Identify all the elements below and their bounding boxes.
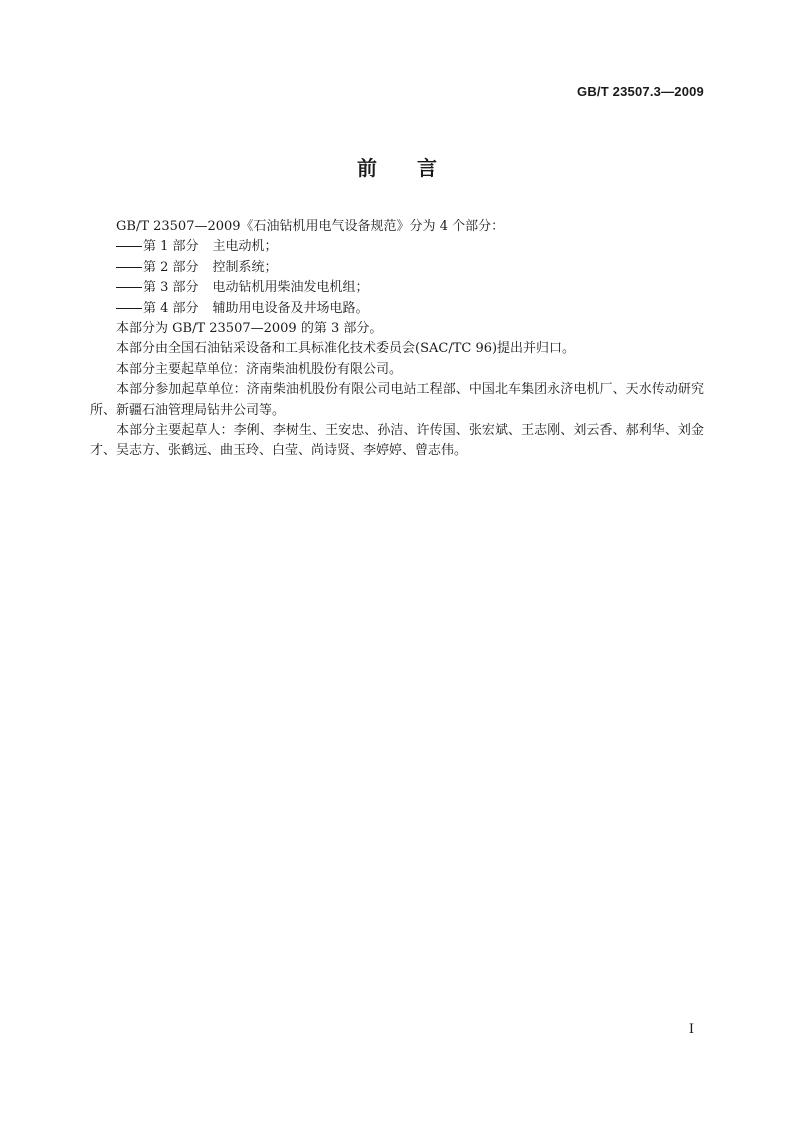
page-title: 前言: [357, 156, 477, 180]
em-dash-icon: [116, 308, 142, 309]
part-number: 第 2 部分: [143, 259, 199, 275]
foreword-body: [90, 217, 704, 462]
part-name: 电动钻机用柴油发电机组；: [212, 280, 369, 296]
intro-paragraph: GB/T 23507—2009《石油钻机用电气设备规范》分为 4 个部分：: [116, 219, 505, 234]
list-item: [90, 278, 704, 298]
em-dash-icon: [116, 267, 142, 268]
part-statement-paragraph: 本部分为 GB/T 23507—2009 的第 3 部分。: [116, 321, 383, 337]
standard-code: GB/T 23507.3—2009: [577, 84, 704, 99]
part-number: 第 4 部分: [143, 300, 199, 316]
list-item: [90, 299, 704, 319]
part-name: 辅助用电设备及井场电路。: [212, 300, 369, 316]
main-drafter-unit-paragraph: 本部分主要起草单位：济南柴油机股份有限公司。: [116, 361, 403, 377]
drafters-paragraph: 本部分主要起草人：李俐、李树生、王安忠、孙洁、许传国、张宏斌、王志刚、刘云香、郝利华、刘金才、吴志方、张鹤远、曲玉玲、白莹、尚诗贤、李婷婷、曾志伟。: [90, 423, 704, 459]
proposer-paragraph: 本部分由全国石油钻采设备和工具标准化技术委员会(SAC/TC 96)提出并归口。: [116, 341, 576, 357]
em-dash-icon: [116, 246, 142, 247]
part-number: 第 1 部分: [143, 239, 199, 255]
part-number: 第 3 部分: [143, 280, 199, 296]
page-number: I: [688, 1022, 694, 1037]
part-name: 控制系统；: [212, 259, 278, 275]
part-name: 主电动机；: [212, 239, 278, 255]
list-item: [90, 258, 704, 278]
participating-units-paragraph: 本部分参加起草单位：济南柴油机股份有限公司电站工程部、中国北车集团永济电机厂、天水传动研究所、新疆石油管理局钻井公司等。: [90, 382, 704, 418]
em-dash-icon: [116, 287, 142, 288]
list-item: [90, 237, 704, 257]
